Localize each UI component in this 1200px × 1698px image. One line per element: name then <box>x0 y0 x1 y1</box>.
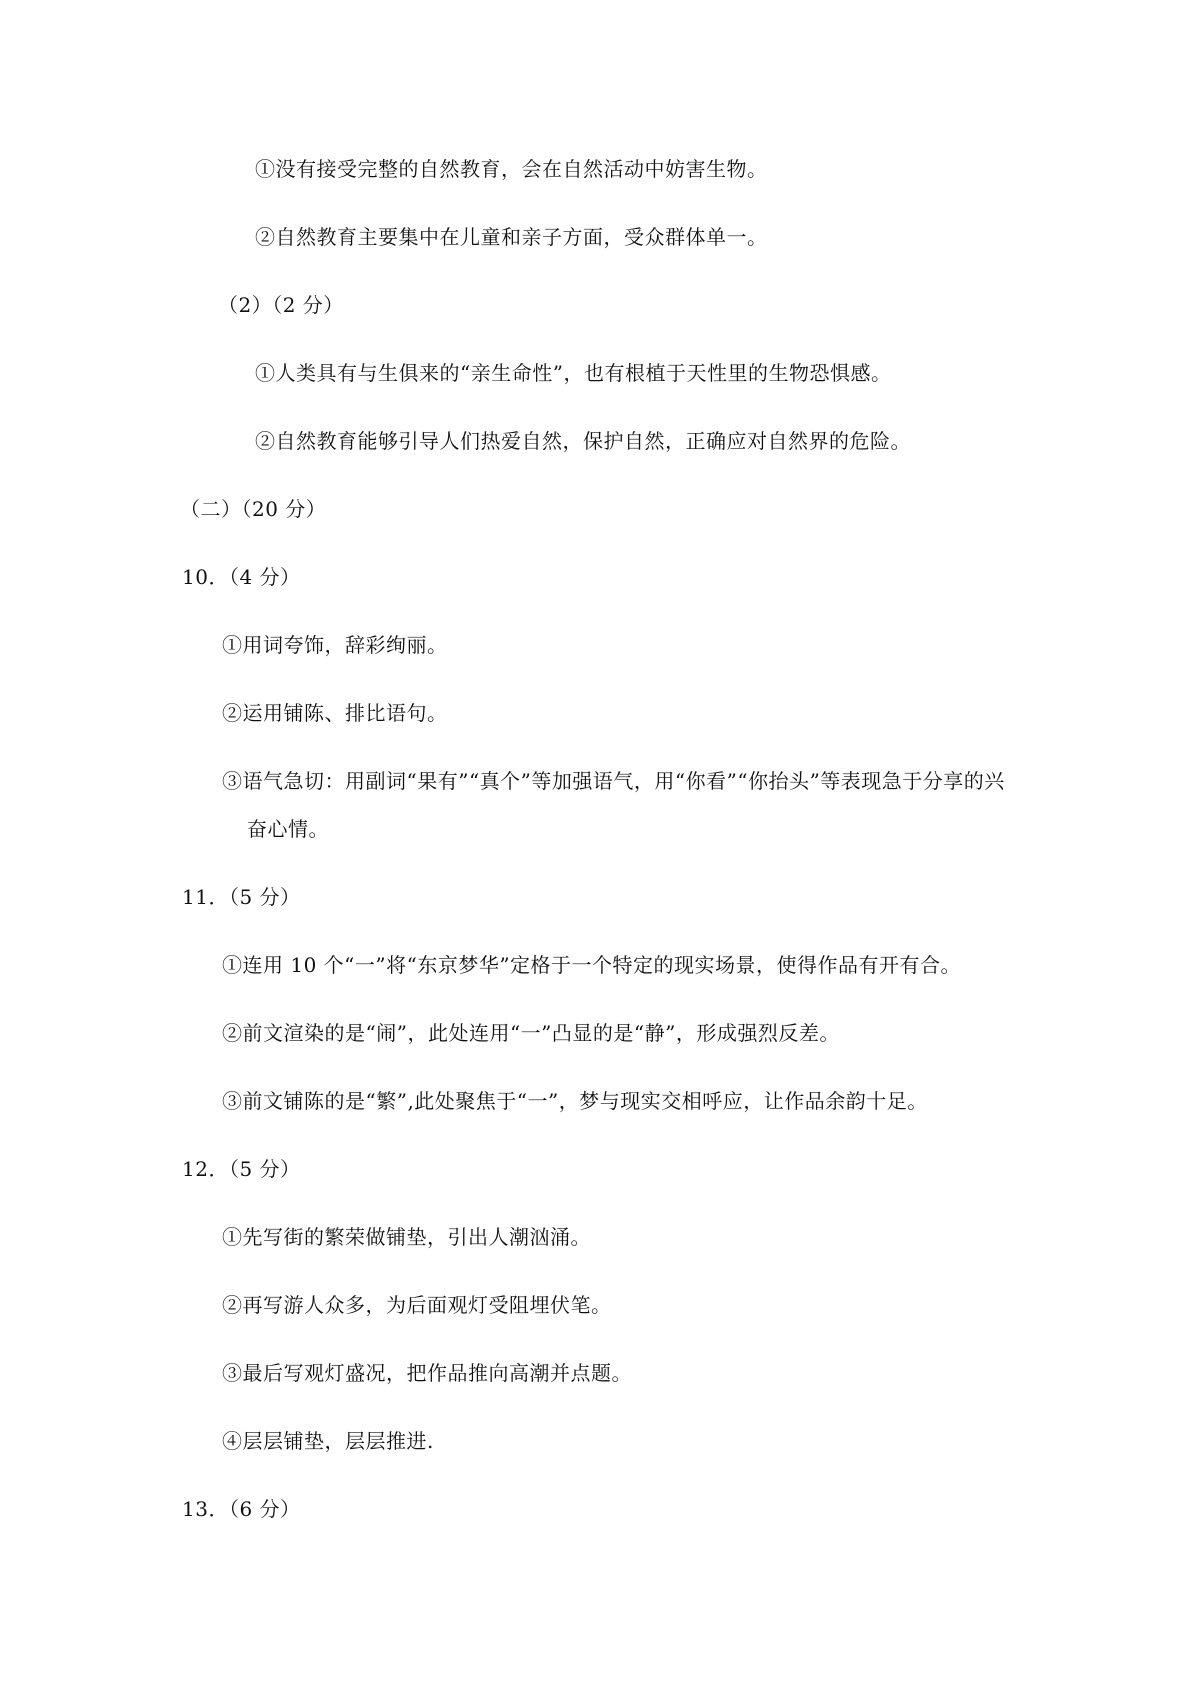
answer-line-q2-1: ①人类具有与生俱来的“亲生命性”，也有根植于天性里的生物恐惧感。 <box>255 361 892 385</box>
question-heading-10: 10．（4 分） <box>182 565 301 589</box>
answer-line-q1-2: ②自然教育主要集中在儿童和亲子方面，受众群体单一。 <box>255 225 768 249</box>
answer-line-12-1: ①先写街的繁荣做铺垫，引出人潮汹涌。 <box>222 1225 591 1249</box>
answer-line-12-4: ④层层铺垫，层层推进. <box>222 1429 434 1453</box>
answer-line-12-2: ②再写游人众多，为后面观灯受阻埋伏笔。 <box>222 1293 612 1317</box>
answer-line-11-2: ②前文渲染的是“闹”，此处连用“一”凸显的是“静”，形成强烈反差。 <box>222 1021 840 1045</box>
answer-line-11-1: ①连用 10 个“一”将“东京梦华”定格于一个特定的现实场景，使得作品有开有合。 <box>222 953 962 977</box>
question-heading-11: 11．（5 分） <box>182 885 301 909</box>
answer-line-q1-1: ①没有接受完整的自然教育，会在自然活动中妨害生物。 <box>255 157 768 181</box>
question-heading-13: 13．（6 分） <box>182 1497 301 1521</box>
question-heading-12: 12．（5 分） <box>182 1157 301 1181</box>
answer-line-q2-2: ②自然教育能够引导人们热爱自然，保护自然，正确应对自然界的危险。 <box>255 429 911 453</box>
section-heading-2: （二）（20 分） <box>180 497 327 521</box>
answer-line-12-3: ③最后写观灯盛况，把作品推向高潮并点题。 <box>222 1361 632 1385</box>
answer-line-11-3: ③前文铺陈的是“繁”,此处聚焦于“一”，梦与现实交相呼应，让作品余韵十足。 <box>222 1089 928 1113</box>
answer-line-10-3: ③语气急切：用副词“果有”“真个”等加强语气，用“你看”“你抬头”等表现急于分享的兴 <box>222 769 1005 793</box>
answer-line-10-2: ②运用铺陈、排比语句。 <box>222 701 448 725</box>
answer-line-10-3-cont: 奋心情。 <box>247 817 329 841</box>
answer-line-10-1: ①用词夸饰，辞彩绚丽。 <box>222 633 448 657</box>
subquestion-heading-2: （2）（2 分） <box>218 293 344 317</box>
